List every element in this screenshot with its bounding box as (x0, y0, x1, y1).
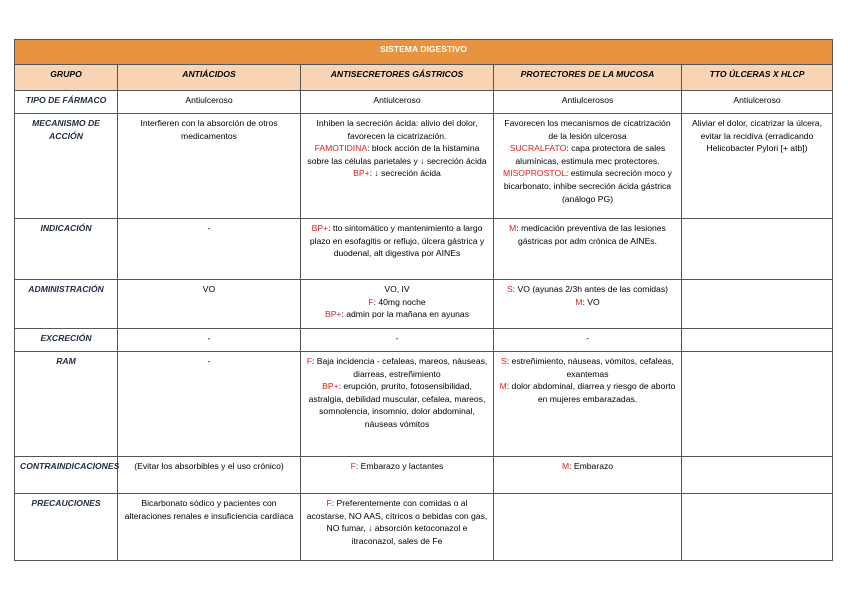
cell-contraindicaciones-tto (682, 457, 833, 494)
cell-precauciones-antiacidos: Bicarbonato sódico y pacientes con alteraciones renales e insuficiencia cardíaca (118, 494, 301, 561)
cell-contraindicaciones-protectores (494, 457, 682, 494)
m-ram-text: : dolor abdominal, diarrea y riesgo de aborto en mujeres embarazadas. (506, 381, 676, 404)
administracion-antisecretores-intro: VO, IV (384, 284, 410, 294)
cell-ram-protectores (494, 352, 682, 457)
m-administracion-text: : VO (582, 296, 600, 307)
cell-tipo-tto: Antiulceroso (682, 91, 833, 114)
cell-contraindicaciones-antiacidos: (Evitar los absorbibles y el uso crónico) (118, 457, 301, 494)
row-label-tipo: TIPO DE FÁRMACO (15, 91, 118, 114)
drug-f: F (368, 296, 374, 307)
drug-bp-plus: BP+ (353, 168, 370, 179)
cell-precauciones-tto (682, 494, 833, 561)
cell-mecanismo-antisecretores (301, 114, 494, 219)
table-title-row (15, 40, 833, 65)
drug-s: S (507, 284, 513, 294)
misoprostol-mecanismo-text: : estimula secreción moco y bicarbonato, inhibe secreción ácida gástrica (análogo PG) (503, 168, 672, 204)
cell-excrecion-protectores: - (494, 329, 682, 352)
header-antiacidos: ANTIÁCIDOS (118, 65, 301, 91)
cell-tipo-antiacidos: Antiulceroso (118, 91, 301, 114)
row-label-mecanismo: MECANISMO DE ACCIÓN (15, 114, 118, 219)
s-ram-text: : estreñimiento, náuseas, vómitos, cefaleas, exantemas (506, 356, 674, 379)
row-label-indicacion: INDICACIÓN (15, 219, 118, 280)
cell-precauciones-antisecretores (301, 494, 494, 561)
cell-administracion-tto (682, 280, 833, 329)
cell-administracion-antiacidos: VO (118, 280, 301, 329)
drug-bp-plus: BP+ (324, 309, 342, 320)
drug-m: M (499, 381, 507, 392)
cell-excrecion-antisecretores: - (301, 329, 494, 352)
m-contraindicaciones-text: : Embarazo (569, 461, 614, 471)
cell-ram-antiacidos: - (118, 352, 301, 457)
drug-bp-plus: BP+ (322, 381, 339, 392)
pharmacology-table (14, 39, 833, 561)
cell-tipo-protectores: Antiulcerosos (494, 91, 682, 114)
table-row (15, 329, 833, 352)
mecanismo-antisecretores-intro: Inhiben la secreción ácida: alivio del dolor, favorecen la cicatrización. (316, 118, 478, 141)
drug-bp-plus: BP+ (311, 223, 329, 233)
s-administracion-text: : VO (ayunas 2/3h antes de las comidas) (512, 284, 668, 294)
bp-ram-text: : erupción, prurito, fotosensibilidad, astralgia, debilidad muscular, cefalea, mareos, somnolencia, insomnio, dolor abdominal, náuseas vómitos (308, 381, 486, 429)
m-indicacion-text: : medicación preventiva de las lesiones gástricas por adm crónica de AINEs. (516, 223, 666, 246)
cell-excrecion-tto (682, 329, 833, 352)
bp-administracion-text: : admin por la mañana en ayunas (341, 309, 470, 320)
cell-tipo-antisecretores: Antiulceroso (301, 91, 494, 114)
cell-administracion-antisecretores (301, 280, 494, 329)
drug-m: M (509, 223, 517, 233)
cell-mecanismo-protectores (494, 114, 682, 219)
cell-excrecion-antiacidos: - (118, 329, 301, 352)
table-row (15, 91, 833, 114)
drug-m: M (561, 461, 570, 471)
row-label-precauciones: PRECAUCIONES (15, 494, 118, 561)
table-row (15, 280, 833, 329)
bp-indicacion-text: : tto sintomático y mantenimiento a largo plazo en esofagitis or reflujo, úlcera gástrica y duodenal, alt digestiva por AINEs (309, 223, 485, 259)
header-antisecretores: ANTISECRETORES GÁSTRICOS (301, 65, 494, 91)
drug-famotidina: FAMOTIDINA (314, 143, 368, 154)
table-row (15, 219, 833, 280)
row-label-excrecion: EXCRECIÓN (15, 329, 118, 352)
header-grupo: GRUPO (15, 65, 118, 91)
drug-f: F (326, 498, 332, 508)
cell-indicacion-protectores (494, 219, 682, 280)
cell-contraindicaciones-antisecretores (301, 457, 494, 494)
drug-sucralfato: SUCRALFATO (509, 143, 567, 154)
table-row (15, 494, 833, 561)
cell-indicacion-antisecretores (301, 219, 494, 280)
table-header-row (15, 65, 833, 91)
cell-mecanismo-tto: Aliviar el dolor, cicatrizar la úlcera, evitar la recidiva (erradicando Helicobacter Pylori [+ atb]) (682, 114, 833, 219)
drug-f: F (350, 461, 356, 471)
sucralfato-mecanismo-text: : capa protectora de sales alumínicas, estimula mec protectores. (515, 143, 666, 166)
header-tto-ulceras: TTO ÚLCERAS X HLCP (682, 65, 833, 91)
row-label-ram: RAM (15, 352, 118, 457)
drug-f: F (306, 356, 312, 366)
cell-indicacion-antiacidos: - (118, 219, 301, 280)
cell-precauciones-protectores (494, 494, 682, 561)
table-title: SISTEMA DIGESTIVO (15, 40, 833, 65)
drug-s: S (501, 356, 507, 366)
bp-mecanismo-text: : ↓ secreción ácida (369, 168, 441, 179)
header-protectores: PROTECTORES DE LA MUCOSA (494, 65, 682, 91)
cell-ram-tto (682, 352, 833, 457)
drug-misoprostol: MISOPROSTOL (503, 168, 566, 179)
f-precauciones-text: : Preferentemente con comidas o al acostarse, NO AAS, cítricos o bebidas con gas, NO fumar, ↓ absorción ketoconazol e itraconazol, sales de Fe (306, 498, 488, 546)
drug-m: M (575, 296, 583, 307)
table-row (15, 352, 833, 457)
row-label-administracion: ADMINISTRACIÓN (15, 280, 118, 329)
famotidina-mecanismo-text: : block acción de la histamina sobre las células parietales y ↓ secreción ácida (307, 143, 487, 166)
mecanismo-protectores-intro: Favorecen los mecanismos de cicatrización de la lesión ulcerosa (504, 118, 671, 141)
f-administracion-text: : 40mg noche (373, 296, 426, 307)
table-row (15, 114, 833, 219)
cell-administracion-protectores (494, 280, 682, 329)
table-row (15, 457, 833, 494)
cell-ram-antisecretores (301, 352, 494, 457)
f-contraindicaciones-text: : Embarazo y lactantes (355, 461, 444, 471)
cell-indicacion-tto (682, 219, 833, 280)
row-label-contraindicaciones: CONTRAINDICACIONES (15, 457, 118, 494)
f-ram-text: : Baja incidencia - cefaleas, mareos, náuseas, diarreas, estreñimiento (311, 356, 488, 379)
cell-mecanismo-antiacidos: Interfieren con la absorción de otros medicamentos (118, 114, 301, 219)
